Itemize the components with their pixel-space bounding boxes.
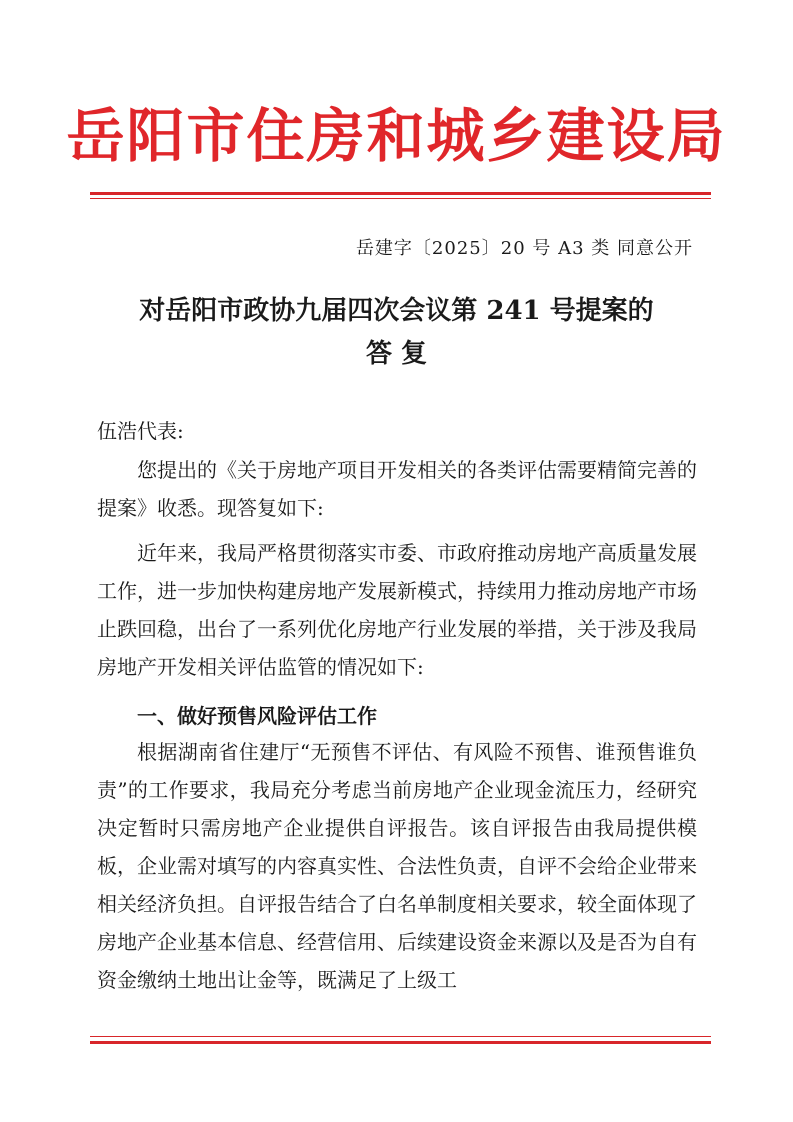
salutation: 伍浩代表: [97,419,184,443]
header-rule-thin [90,198,711,199]
footer-rule-thick [90,1041,711,1044]
paragraph-background: 近年来，我局严格贯彻落实市委、市政府推动房地产高质量发展工作，进一步加快构建房地产发展新模式，持续用力推动房地产市场止跌回稳，出台了一系列优化房地产行业发展的举措，关于涉及我局房地产开发相关评估监管的情况如下: [97,541,697,679]
agency-header: 岳阳市住房和城乡建设局 [66,102,727,170]
paragraph-intro: 您提出的《关于房地产项目开发相关的各类评估需要精简完善的提案》收悉。现答复如下: [97,458,697,520]
document-title-line1: 对岳阳市政协九届四次会议第 241 号提案的 [139,296,654,326]
document-number: 岳建字〔2025〕20 号 A3 类 同意公开 [355,238,693,259]
document-title-line2: 答 复 [365,339,428,369]
section-heading: 一、做好预售风险评估工作 [137,704,377,728]
footer-rule-thin [90,1036,711,1037]
header-rule-thick [90,192,711,195]
paragraph-section-1: 根据湖南省住建厅“无预售不评估、有风险不预售、谁预售谁负责”的工作要求，我局充分考虑当前房地产企业现金流压力，经研究决定暂时只需房地产企业提供自评报告。该自评报告由我局提供模板，企业需对填写的内容真实性、合法性负责，自评不会给企业带来相关经济负担。自评报告结合了白名单制度相关要求，较全面体现了房地产企业基本信息、经营信用、后续建设资金来源以及是否为自有资金缴纳土地出让金等，既满足了上级工 [97,740,697,992]
